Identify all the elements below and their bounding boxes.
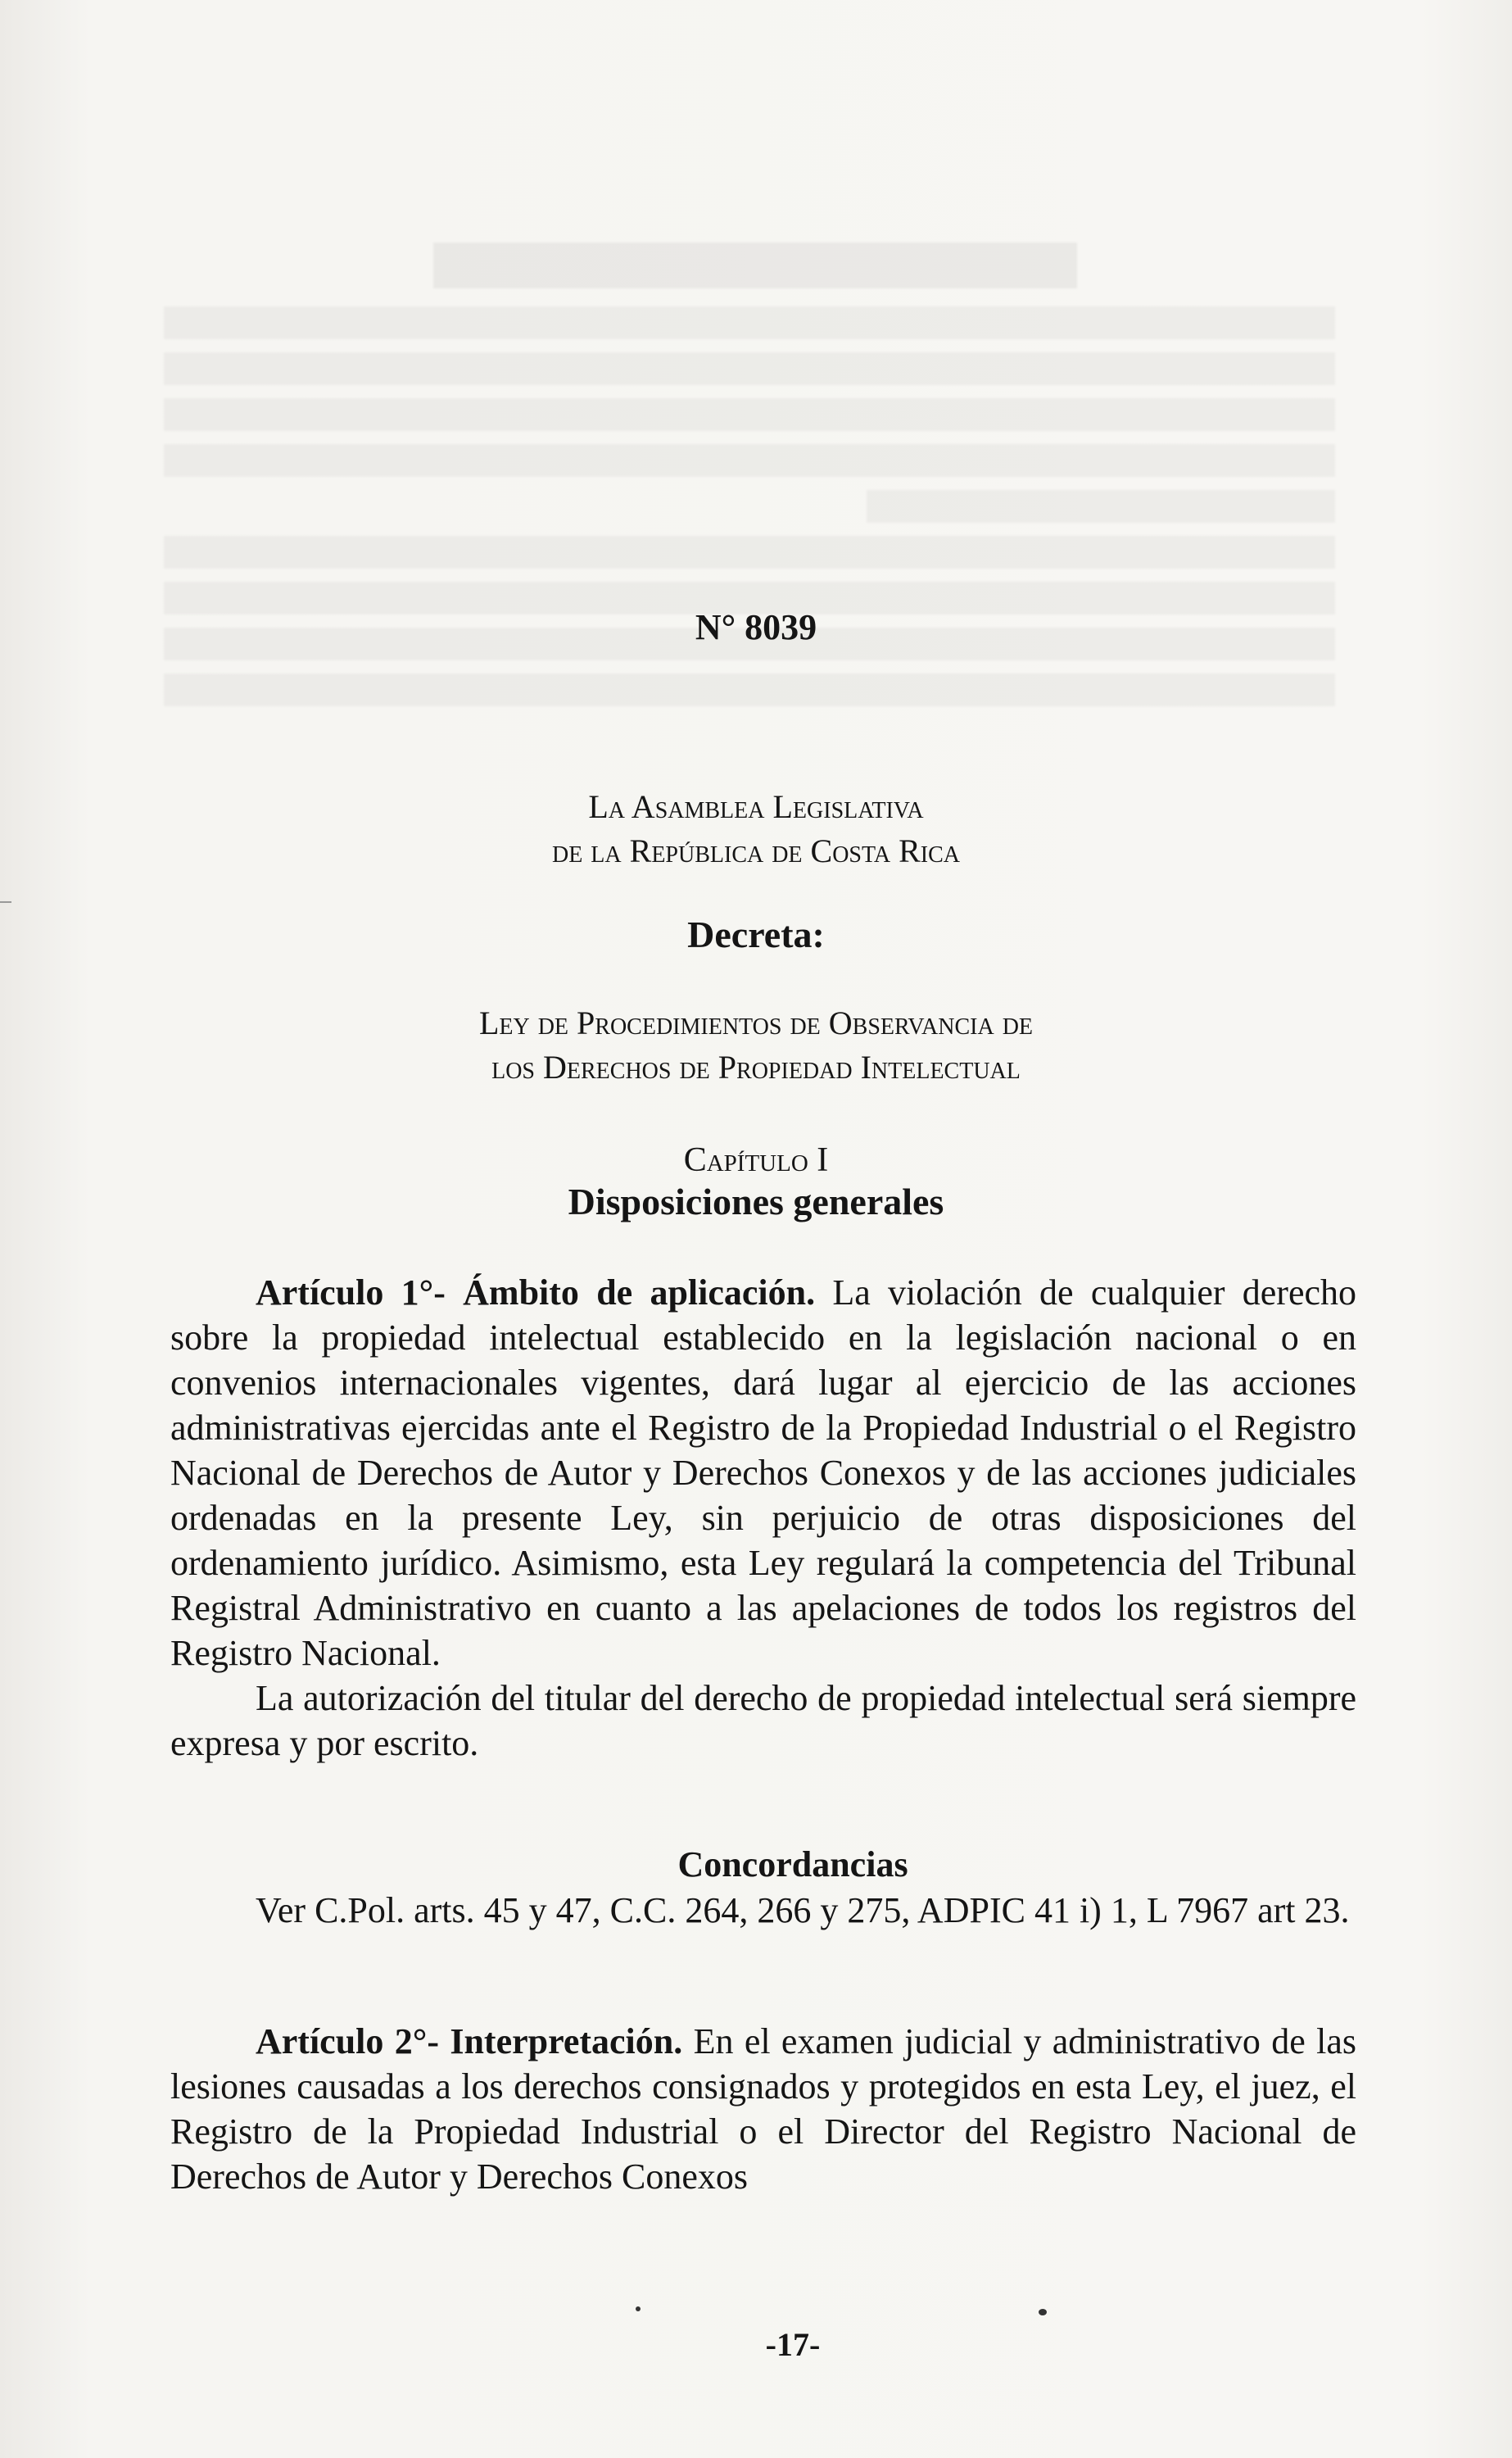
article-2 bbox=[170, 2019, 1356, 2199]
article-1-text: La violación de cualquier derecho sobre la propiedad intelectual establecido en la legislación nacional o en convenios internacionales vigentes, dará lugar al ejercicio de las acciones administrativas ejercidas ante el Registro de la Propiedad Industrial o el Registro Nacional de Derechos de Autor y Derechos Conexos y de las acciones judiciales ordenadas en la presente Ley, sin perjuicio de otras disposiciones del ordenamiento jurídico. Asimismo, esta Ley regulará la competencia del Tribunal Registral Administrativo en cuanto a las apelaciones de todos los registros del Registro Nacional. bbox=[170, 1272, 1357, 1673]
assembly-heading bbox=[0, 785, 1512, 873]
assembly-line-2: de la República de Costa Rica bbox=[551, 832, 960, 869]
law-title-line-1: Ley de Procedimientos de Observancia de bbox=[478, 1005, 1034, 1041]
page-number: -17- bbox=[765, 2326, 821, 2363]
article-1-paragraph-1 bbox=[170, 1270, 1356, 1676]
article-1 bbox=[170, 1270, 1356, 1766]
law-title bbox=[0, 1001, 1512, 1090]
article-2-heading: Artículo 2°- Interpretación. bbox=[256, 2021, 683, 2061]
article-1-paragraph-2: La autorización del titular del derecho de propiedad intelectual será siempre expresa y por escrito. bbox=[170, 1678, 1356, 1763]
chapter-number: Capítulo I bbox=[683, 1141, 829, 1179]
margin-mark bbox=[0, 901, 11, 903]
assembly-line-1: La Asamblea Legislativa bbox=[588, 788, 924, 825]
article-1-heading: Artículo 1°- Ámbito de aplicación. bbox=[256, 1272, 816, 1313]
decree-label: Decreta: bbox=[687, 914, 825, 955]
article-2-text: En el examen judicial y administrativo de las lesiones causadas a los derechos consignados y protegidos en esta Ley, el juez, el Registro de la Propiedad Industrial o el Director del Registro Nacional de Derechos de Autor y Derechos Conexos bbox=[170, 2021, 1356, 2197]
article-2-paragraph-1 bbox=[170, 2019, 1356, 2199]
chapter-title: Disposiciones generales bbox=[568, 1181, 944, 1222]
law-number: N° 8039 bbox=[695, 607, 817, 647]
ink-speck bbox=[636, 2306, 641, 2311]
ink-speck bbox=[1039, 2309, 1047, 2315]
concordancias-text: Ver C.Pol. arts. 45 y 47, C.C. 264, 266 y 275, ADPIC 41 i) 1, L 7967 art 23. bbox=[256, 1890, 1350, 1930]
concordancias-block bbox=[170, 1888, 1356, 1933]
law-title-line-2: los Derechos de Propiedad Intelectual bbox=[491, 1049, 1021, 1086]
concordancias-heading: Concordancias bbox=[677, 1844, 908, 1884]
